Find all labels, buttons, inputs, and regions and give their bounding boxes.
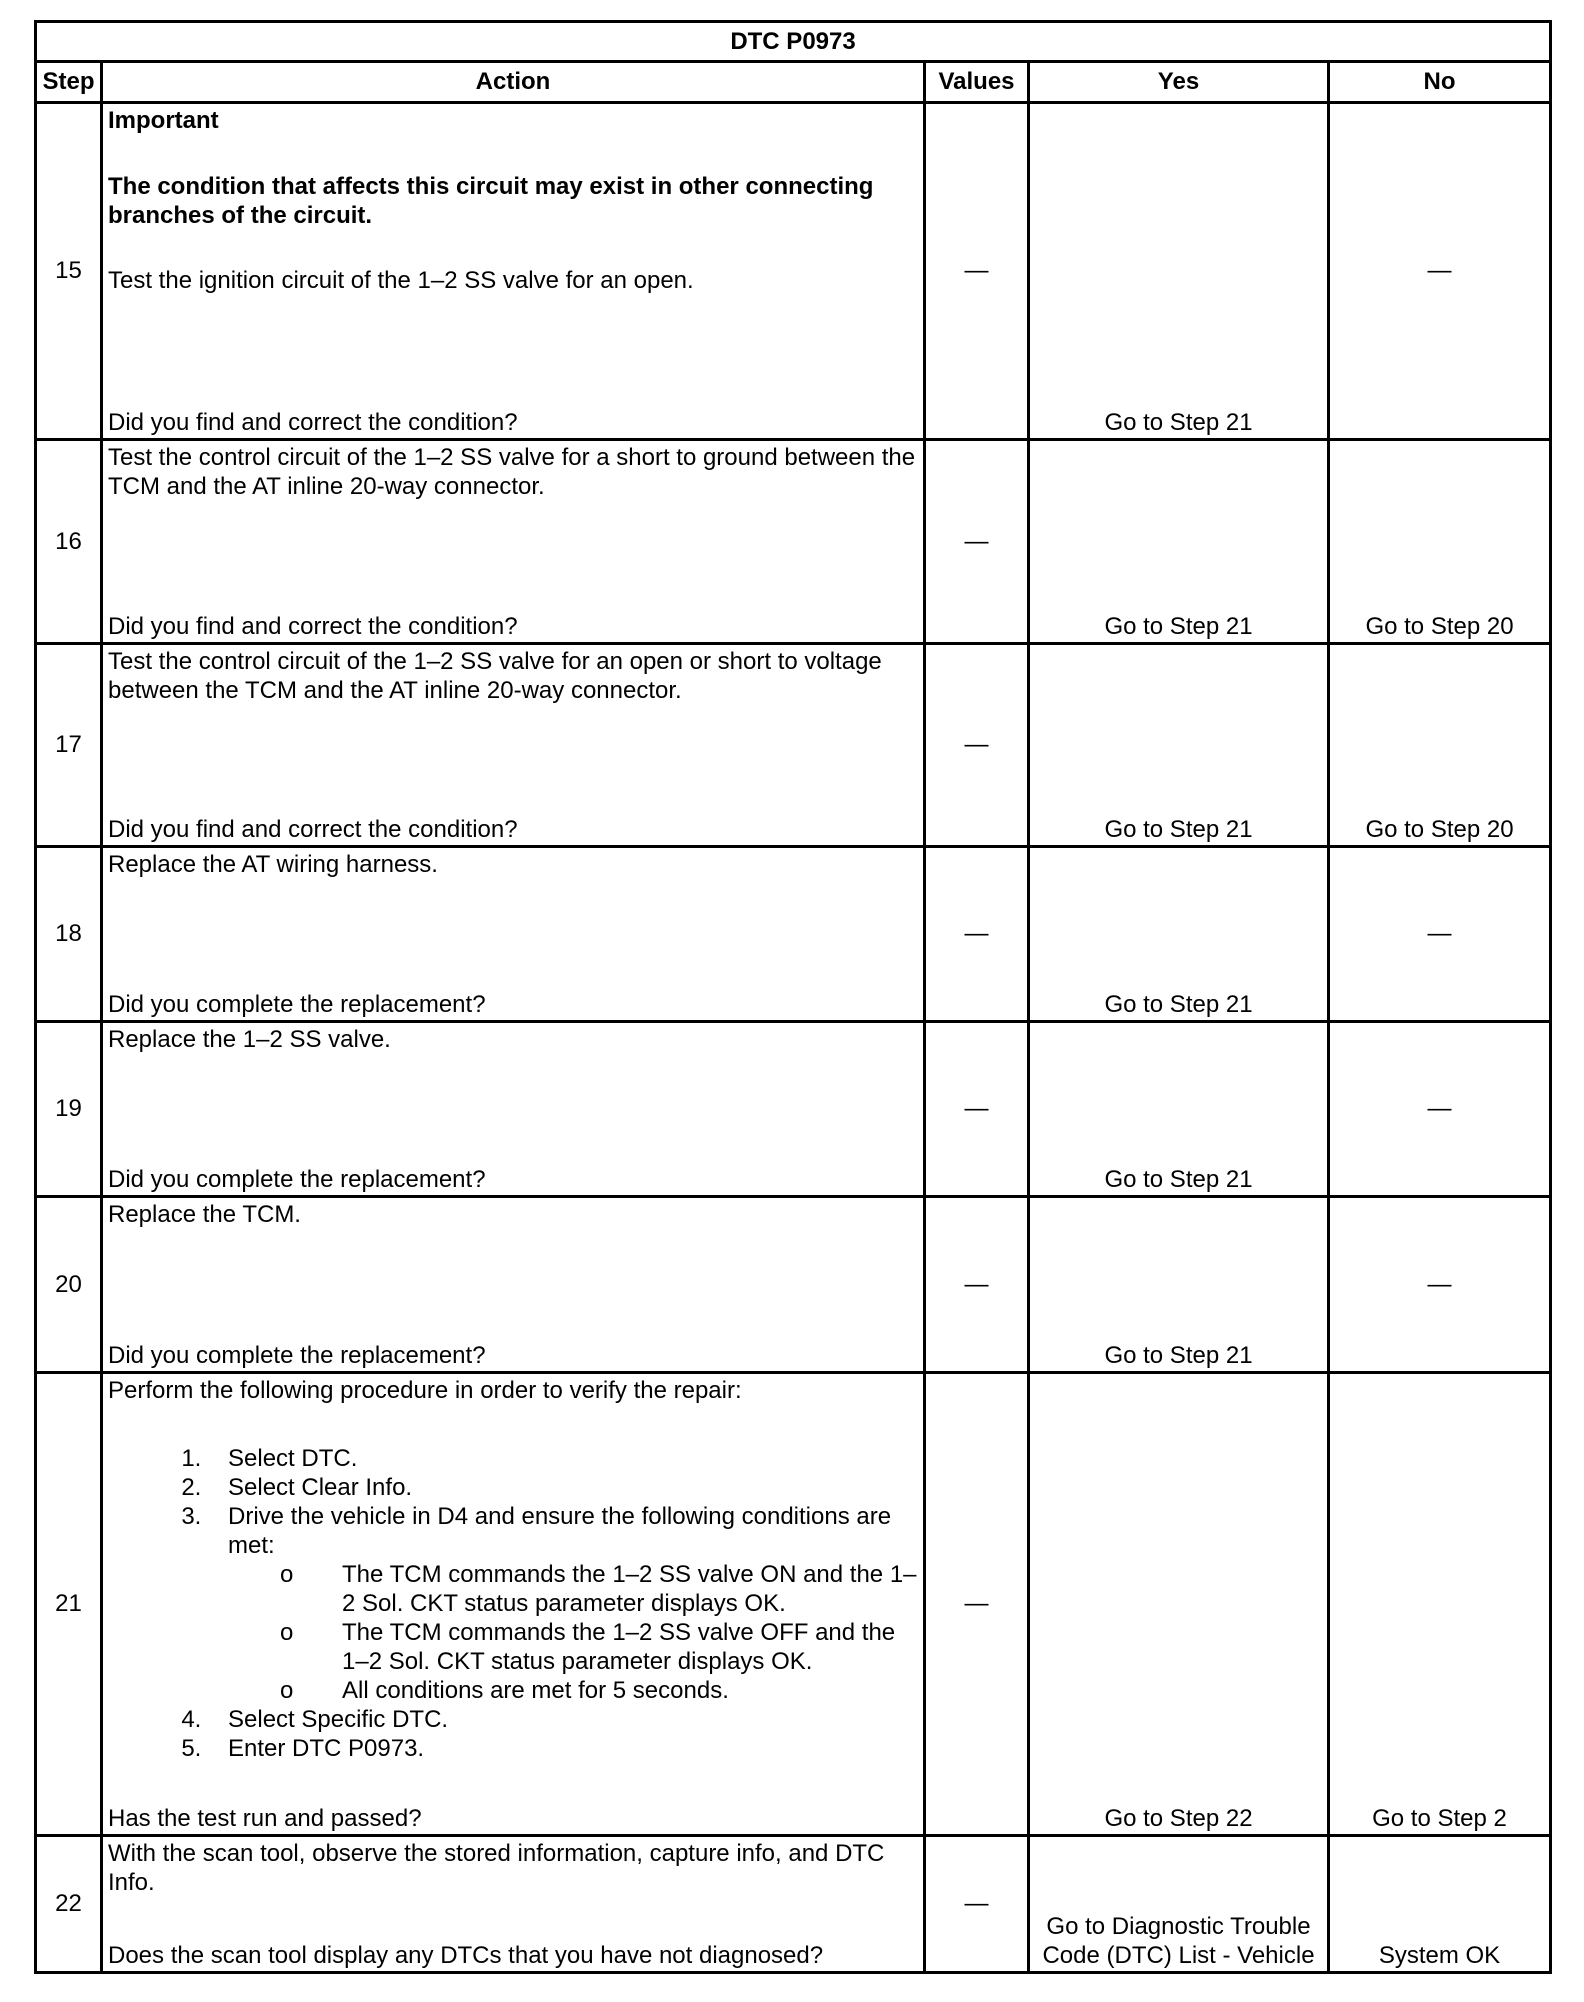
no-cell[interactable] xyxy=(1329,440,1551,644)
no-link[interactable]: Go to Step 20 xyxy=(1365,816,1514,843)
action-question: Has the test run and passed? xyxy=(108,1805,422,1832)
procedure-step-text: Drive the vehicle in D4 and ensure the following conditions are met: xyxy=(228,1503,892,1559)
action-text: Test the control circuit of the 1–2 SS valve for an open or short to voltage between the TCM and the AT inline 20-way connector. xyxy=(108,648,882,704)
action-question: Did you complete the replacement? xyxy=(108,991,486,1018)
procedure-step: 2. Select Clear Info. xyxy=(208,1473,919,1502)
no-cell: — xyxy=(1329,103,1551,440)
step-number: 19 xyxy=(36,1022,102,1197)
procedure-step xyxy=(208,1502,919,1705)
header-values: Values xyxy=(925,62,1029,103)
header-step: Step xyxy=(36,62,102,103)
yes-cell[interactable] xyxy=(1029,103,1329,440)
action-cell xyxy=(102,440,925,644)
header-no: No xyxy=(1329,62,1551,103)
action-question: Did you find and correct the condition? xyxy=(108,816,518,843)
table-row xyxy=(36,1022,1551,1197)
action-cell xyxy=(102,847,925,1022)
table-row xyxy=(36,440,1551,644)
yes-cell[interactable] xyxy=(1029,847,1329,1022)
no-link[interactable]: Go to Step 20 xyxy=(1365,613,1514,640)
yes-cell[interactable] xyxy=(1029,644,1329,847)
table-row xyxy=(36,103,1551,440)
yes-link[interactable]: Go to Step 21 xyxy=(1104,613,1253,640)
yes-link[interactable]: Go to Diagnostic Trouble Code (DTC) List - Vehicle xyxy=(1042,1913,1315,1969)
action-cell xyxy=(102,103,925,440)
table-row xyxy=(36,1373,1551,1836)
yes-link[interactable]: Go to Step 21 xyxy=(1104,816,1253,843)
action-question: Did you complete the replacement? xyxy=(108,1166,486,1193)
action-cell xyxy=(102,644,925,847)
action-question: Did you find and correct the condition? xyxy=(108,613,518,640)
action-text: Replace the 1–2 SS valve. xyxy=(108,1026,391,1053)
yes-link[interactable]: Go to Step 21 xyxy=(1104,1342,1253,1369)
action-cell xyxy=(102,1836,925,1973)
table-row xyxy=(36,1836,1551,1973)
action-text: Perform the following procedure in order to verify the repair: xyxy=(108,1377,742,1404)
header-action: Action xyxy=(102,62,925,103)
action-question: Did you find and correct the condition? xyxy=(108,409,518,436)
values-cell: — xyxy=(925,1197,1029,1373)
values-cell: — xyxy=(925,847,1029,1022)
step-number: 18 xyxy=(36,847,102,1022)
yes-link[interactable]: Go to Step 22 xyxy=(1104,1805,1253,1832)
condition-item: o All conditions are met for 5 seconds. xyxy=(322,1676,919,1705)
action-question: Does the scan tool display any DTCs that you have not diagnosed? xyxy=(108,1942,824,1969)
yes-link[interactable]: Go to Step 21 xyxy=(1104,409,1253,436)
yes-link[interactable]: Go to Step 21 xyxy=(1104,1166,1253,1193)
action-cell xyxy=(102,1197,925,1373)
step-number: 21 xyxy=(36,1373,102,1836)
step-number: 20 xyxy=(36,1197,102,1373)
condition-item: o The TCM commands the 1–2 SS valve OFF and the 1–2 Sol. CKT status parameter displays OK. xyxy=(322,1618,919,1676)
action-question: Did you complete the replacement? xyxy=(108,1342,486,1369)
values-cell: — xyxy=(925,440,1029,644)
no-result: System OK xyxy=(1378,1942,1501,1969)
no-cell[interactable] xyxy=(1329,1373,1551,1836)
values-cell: — xyxy=(925,1836,1029,1973)
header-yes: Yes xyxy=(1029,62,1329,103)
step-number: 17 xyxy=(36,644,102,847)
table-title: DTC P0973 xyxy=(36,22,1551,62)
yes-cell[interactable] xyxy=(1029,440,1329,644)
action-text: Test the ignition circuit of the 1–2 SS valve for an open. xyxy=(108,267,694,294)
action-text: Replace the TCM. xyxy=(108,1201,301,1228)
action-cell xyxy=(102,1022,925,1197)
values-cell: — xyxy=(925,644,1029,847)
yes-cell[interactable] xyxy=(1029,1022,1329,1197)
no-cell xyxy=(1329,1836,1551,1973)
dtc-table xyxy=(34,20,1552,1974)
yes-link[interactable]: Go to Step 21 xyxy=(1104,991,1253,1018)
no-cell: — xyxy=(1329,847,1551,1022)
table-row xyxy=(36,847,1551,1022)
action-text: Replace the AT wiring harness. xyxy=(108,851,438,878)
values-cell: — xyxy=(925,1373,1029,1836)
no-cell: — xyxy=(1329,1197,1551,1373)
action-text: Test the control circuit of the 1–2 SS valve for a short to ground between the TCM and the AT inline 20-way connector. xyxy=(108,444,916,500)
procedure-step: 4. Select Specific DTC. xyxy=(208,1705,919,1734)
yes-cell[interactable] xyxy=(1029,1836,1329,1973)
important-heading: Important xyxy=(108,107,219,134)
procedure-step: 5. Enter DTC P0973. xyxy=(208,1734,919,1763)
step-number: 16 xyxy=(36,440,102,644)
no-link[interactable]: Go to Step 2 xyxy=(1372,1805,1507,1832)
procedure-step: 1. Select DTC. xyxy=(208,1444,919,1473)
important-note: The condition that affects this circuit may exist in other connecting branches of the circuit. xyxy=(108,173,874,229)
step-number: 15 xyxy=(36,103,102,440)
action-text: With the scan tool, observe the stored information, capture info, and DTC Info. xyxy=(108,1840,885,1896)
step-number: 22 xyxy=(36,1836,102,1973)
condition-list xyxy=(228,1560,919,1705)
condition-item: o The TCM commands the 1–2 SS valve ON and the 1–2 Sol. CKT status parameter displays OK. xyxy=(322,1560,919,1618)
table-row xyxy=(36,1197,1551,1373)
yes-cell[interactable] xyxy=(1029,1197,1329,1373)
values-cell: — xyxy=(925,103,1029,440)
no-cell[interactable] xyxy=(1329,644,1551,847)
action-cell xyxy=(102,1373,925,1836)
yes-cell[interactable] xyxy=(1029,1373,1329,1836)
procedure-list xyxy=(108,1444,919,1763)
no-cell: — xyxy=(1329,1022,1551,1197)
values-cell: — xyxy=(925,1022,1029,1197)
table-row xyxy=(36,644,1551,847)
